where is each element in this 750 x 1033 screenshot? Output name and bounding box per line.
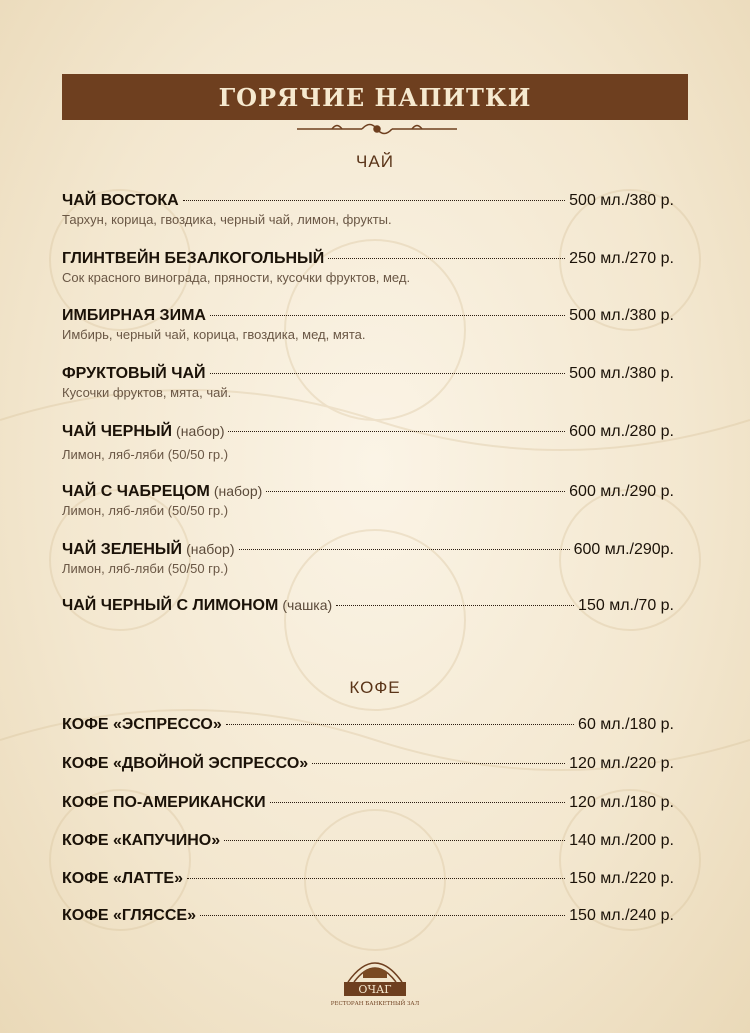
item-price: 250 мл./270 р.	[569, 250, 674, 267]
item-price: 150 мл./240 р.	[569, 907, 674, 924]
menu-item	[62, 365, 674, 400]
item-price: 500 мл./380 р.	[569, 192, 674, 209]
menu-item	[62, 541, 674, 576]
item-description: Кусочки фруктов, мята, чай.	[62, 385, 232, 400]
item-price: 600 мл./290р.	[573, 541, 674, 558]
menu-item	[62, 832, 674, 850]
dot-leader	[270, 802, 565, 803]
item-name: КОФЕ «ЭСПРЕССО»	[62, 716, 222, 733]
page-title: ГОРЯЧИЕ НАПИТКИ	[218, 82, 532, 112]
dot-leader	[200, 915, 565, 916]
item-name: КОФЕ ПО-АМЕРИКАНСКИ	[62, 794, 266, 811]
item-name: ЧАЙ ЧЕРНЫЙ	[62, 423, 173, 440]
item-price: 500 мл./380 р.	[569, 307, 674, 324]
item-description: Лимон, ляб-ляби (50/50 гр.)	[62, 447, 229, 462]
dot-leader	[226, 724, 574, 725]
item-name: КОФЕ «КАПУЧИНО»	[62, 832, 221, 849]
item-price: 150 мл./220 р.	[569, 870, 674, 887]
flourish-ornament	[292, 118, 462, 140]
item-name: КОФЕ «ДВОЙНОЙ ЭСПРЕССО»	[62, 755, 309, 772]
dot-leader	[210, 315, 565, 316]
section-title-tea: ЧАЙ	[356, 152, 394, 171]
item-note: (набор)	[176, 423, 225, 439]
item-price: 150 мл./70 р.	[578, 597, 674, 614]
dot-leader	[328, 258, 565, 259]
menu-item	[62, 192, 674, 227]
item-name: ЧАЙ ЗЕЛЕНЫЙ	[62, 541, 183, 558]
dot-leader	[224, 840, 565, 841]
menu-item	[62, 794, 674, 812]
menu-item	[62, 716, 674, 734]
logo-tagline: РЕСТОРАН БАНКЕТНЫЙ ЗАЛ	[330, 1001, 420, 1007]
dot-leader	[239, 549, 570, 550]
dot-leader	[312, 763, 565, 764]
logo-name: ОЧАГ	[358, 983, 392, 996]
section-title-coffee: КОФЕ	[349, 678, 401, 697]
item-description: Сок красного винограда, пряности, кусочки фруктов, мед.	[62, 270, 411, 285]
item-description: Лимон, ляб-ляби (50/50 гр.)	[62, 503, 229, 518]
item-price: 120 мл./180 р.	[569, 794, 674, 811]
item-price: 600 мл./290 р.	[569, 483, 674, 500]
item-price: 120 мл./220 р.	[569, 755, 674, 772]
item-description: Тархун, корица, гвоздика, черный чай, лимон, фрукты.	[62, 212, 392, 227]
menu-item	[62, 307, 674, 342]
dot-leader	[336, 605, 574, 606]
menu-item	[62, 755, 674, 773]
item-description: Имбирь, черный чай, корица, гвоздика, мед, мята.	[62, 327, 366, 342]
item-name: ЧАЙ С ЧАБРЕЦОМ	[62, 483, 210, 500]
menu-item	[62, 870, 674, 888]
item-name: ГЛИНТВЕЙН БЕЗАЛКОГОЛЬНЫЙ	[62, 250, 325, 267]
menu-item	[62, 250, 674, 285]
item-name: ЧАЙ ЧЕРНЫЙ С ЛИМОНОМ	[62, 597, 279, 614]
item-note: (набор)	[186, 541, 235, 557]
item-price: 60 мл./180 р.	[578, 716, 674, 733]
menu-item	[62, 423, 674, 462]
item-name: ФРУКТОВЫЙ ЧАЙ	[62, 365, 206, 382]
item-note: (набор)	[213, 483, 263, 499]
dot-leader	[183, 200, 566, 201]
item-name: ИМБИРНАЯ ЗИМА	[62, 307, 206, 324]
dot-leader	[210, 373, 566, 374]
restaurant-logo	[330, 942, 420, 1012]
item-price: 600 мл./280 р.	[569, 423, 674, 440]
menu-item	[62, 907, 674, 925]
dot-leader	[228, 431, 565, 432]
menu-item	[62, 597, 674, 615]
item-price: 500 мл./380 р.	[569, 365, 674, 382]
item-note: (чашка)	[282, 597, 333, 613]
menu-item	[62, 483, 674, 518]
title-banner	[62, 74, 688, 120]
item-price: 140 мл./200 р.	[569, 832, 674, 849]
dot-leader	[187, 878, 565, 879]
dot-leader	[266, 491, 565, 492]
item-name: КОФЕ «ГЛЯССЕ»	[62, 907, 196, 924]
item-name: ЧАЙ ВОСТОКА	[62, 192, 179, 209]
item-description: Лимон, ляб-ляби (50/50 гр.)	[62, 561, 229, 576]
item-name: КОФЕ «ЛАТТЕ»	[62, 870, 183, 887]
